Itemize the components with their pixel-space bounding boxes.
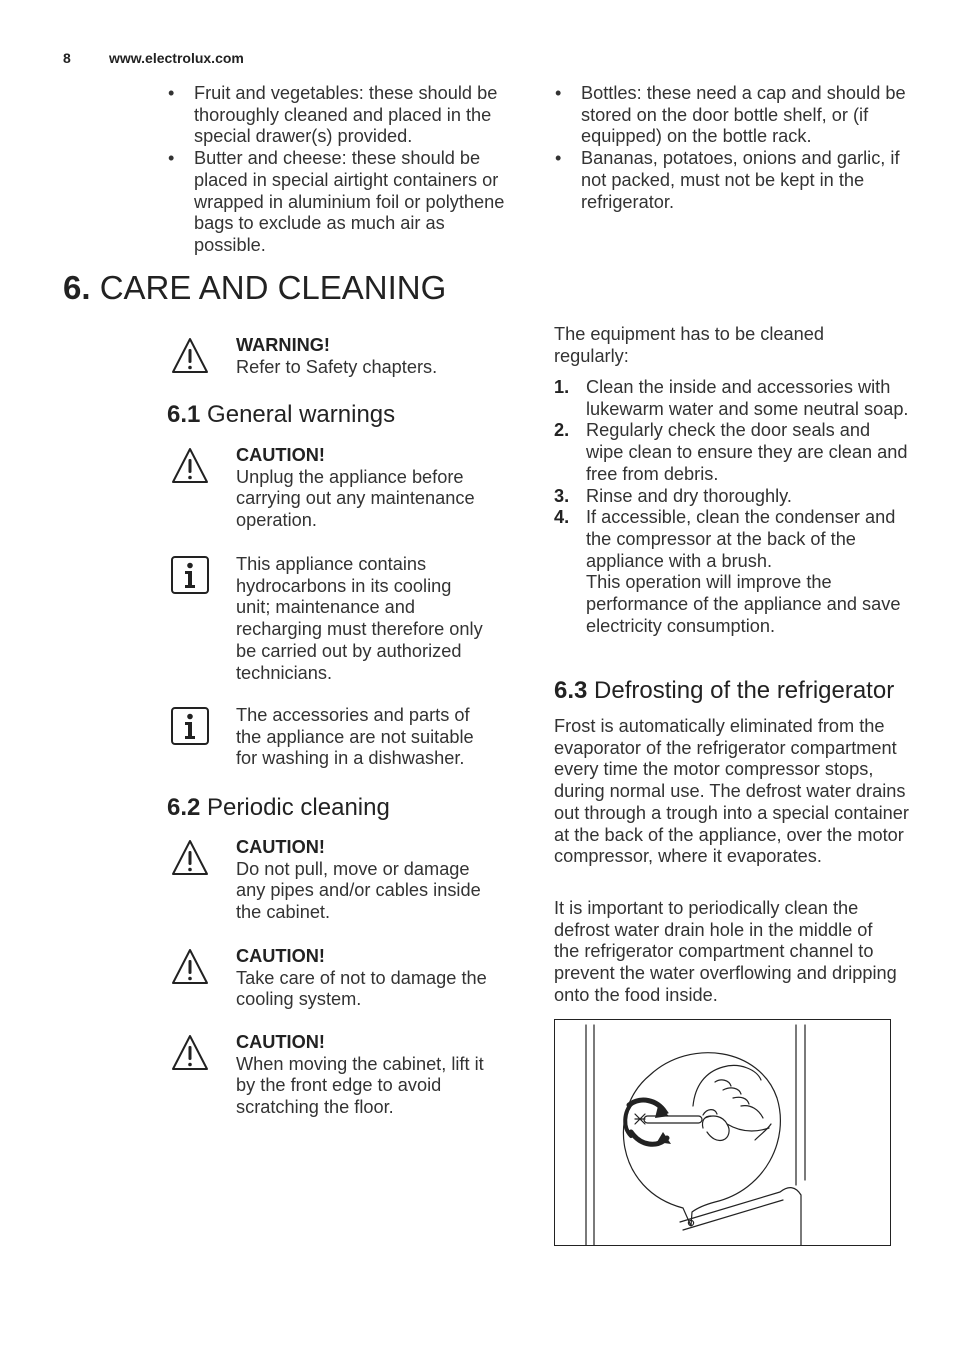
caution-title: CAUTION! [236,837,325,857]
list-item: 1. Clean the inside and accessories with lukewarm water and some neutral soap. [554,377,909,419]
info-icon [170,706,210,746]
warning-triangle-icon [170,336,210,376]
defrost-paragraph-1: Frost is automatically eliminated from the evaporator of the refrigerator compartment every time the motor compressor stops, during normal use. The defrost water drains out through a trough into a special container at the back of the appliance, over the motor compressor, where it evaporates. [554,716,909,867]
list-item: 3. Rinse and dry thoroughly. [554,485,792,506]
list-item: • Butter and cheese: these should be placed in special airtight containers or wrapped in aluminium foil or polythene bags to exclude as much air as possible. [168,148,505,255]
info-icon [170,555,210,595]
left-bullet-list [168,83,520,257]
warning-note [236,335,496,378]
list-item: 4. If accessible, clean the condenser and the compressor at the back of the appliance with a brush. This operation will improve the performance of the appliance and save electricity consumption. [554,507,910,637]
caution-note [236,445,491,532]
caution-text: Unplug the appliance before carrying out any maintenance operation. [236,466,475,531]
caution-text: Do not pull, move or damage any pipes and/or cables inside the cabinet. [236,858,481,923]
subsection-heading-periodic-cleaning: 6.2 Periodic cleaning [167,794,390,821]
caution-title: CAUTION! [236,946,325,966]
caution-note [236,1032,491,1119]
page-number: 8 [63,50,71,66]
step-note: This operation will improve the performance of the appliance and save electricity consumption. [586,572,901,636]
caution-text: Take care of not to damage the cooling system. [236,967,487,1010]
warning-triangle-icon [170,1033,210,1073]
list-item: 2. Regularly check the door seals and wipe clean to ensure they are clean and free from debris. [554,420,908,484]
cleaning-steps [554,377,910,637]
warning-text: Refer to Safety chapters. [236,356,438,377]
subsection-heading-defrosting: 6.3 Defrosting of the refrigerator [554,677,895,704]
drain-hole-cleaning-drawing [555,1020,890,1245]
warning-triangle-icon [170,947,210,987]
caution-note [236,946,491,1011]
defrost-paragraph-2: It is important to periodically clean the defrost water drain hole in the middle of the refrigerator compartment channel to prevent the water overflowing and dripping onto the food inside. [554,898,897,1005]
warning-triangle-icon [170,838,210,878]
info-note-hydrocarbons: This appliance contains hydrocarbons in its cooling unit; maintenance and recharging must therefore only be carried out by authorized technicians. [236,554,483,683]
list-item: • Fruit and vegetables: these should be thoroughly cleaned and placed in the special drawer(s) provided. [168,83,498,147]
caution-text: When moving the cabinet, lift it by the front edge to avoid scratching the floor. [236,1053,484,1118]
info-note-dishwasher: The accessories and parts of the appliance are not suitable for washing in a dishwasher. [236,705,474,769]
subsection-heading-general-warnings: 6.1 General warnings [167,401,396,428]
website-url: www.electrolux.com [109,50,244,66]
section-heading: 6. CARE AND CLEANING [63,269,447,306]
right-bullet-list [555,83,910,213]
list-item: • Bananas, potatoes, onions and garlic, if not packed, must not be kept in the refrigerator. [555,148,900,212]
defrost-drain-illustration [554,1019,891,1246]
caution-title: CAUTION! [236,445,325,465]
list-item: • Bottles: these need a cap and should be stored on the door bottle shelf, or (if equipped) on the bottle rack. [555,83,906,147]
cleaning-intro: The equipment has to be cleaned regularly: [554,324,824,366]
warning-triangle-icon [170,446,210,486]
warning-title: WARNING! [236,335,330,355]
caution-title: CAUTION! [236,1032,325,1052]
caution-note [236,837,491,924]
